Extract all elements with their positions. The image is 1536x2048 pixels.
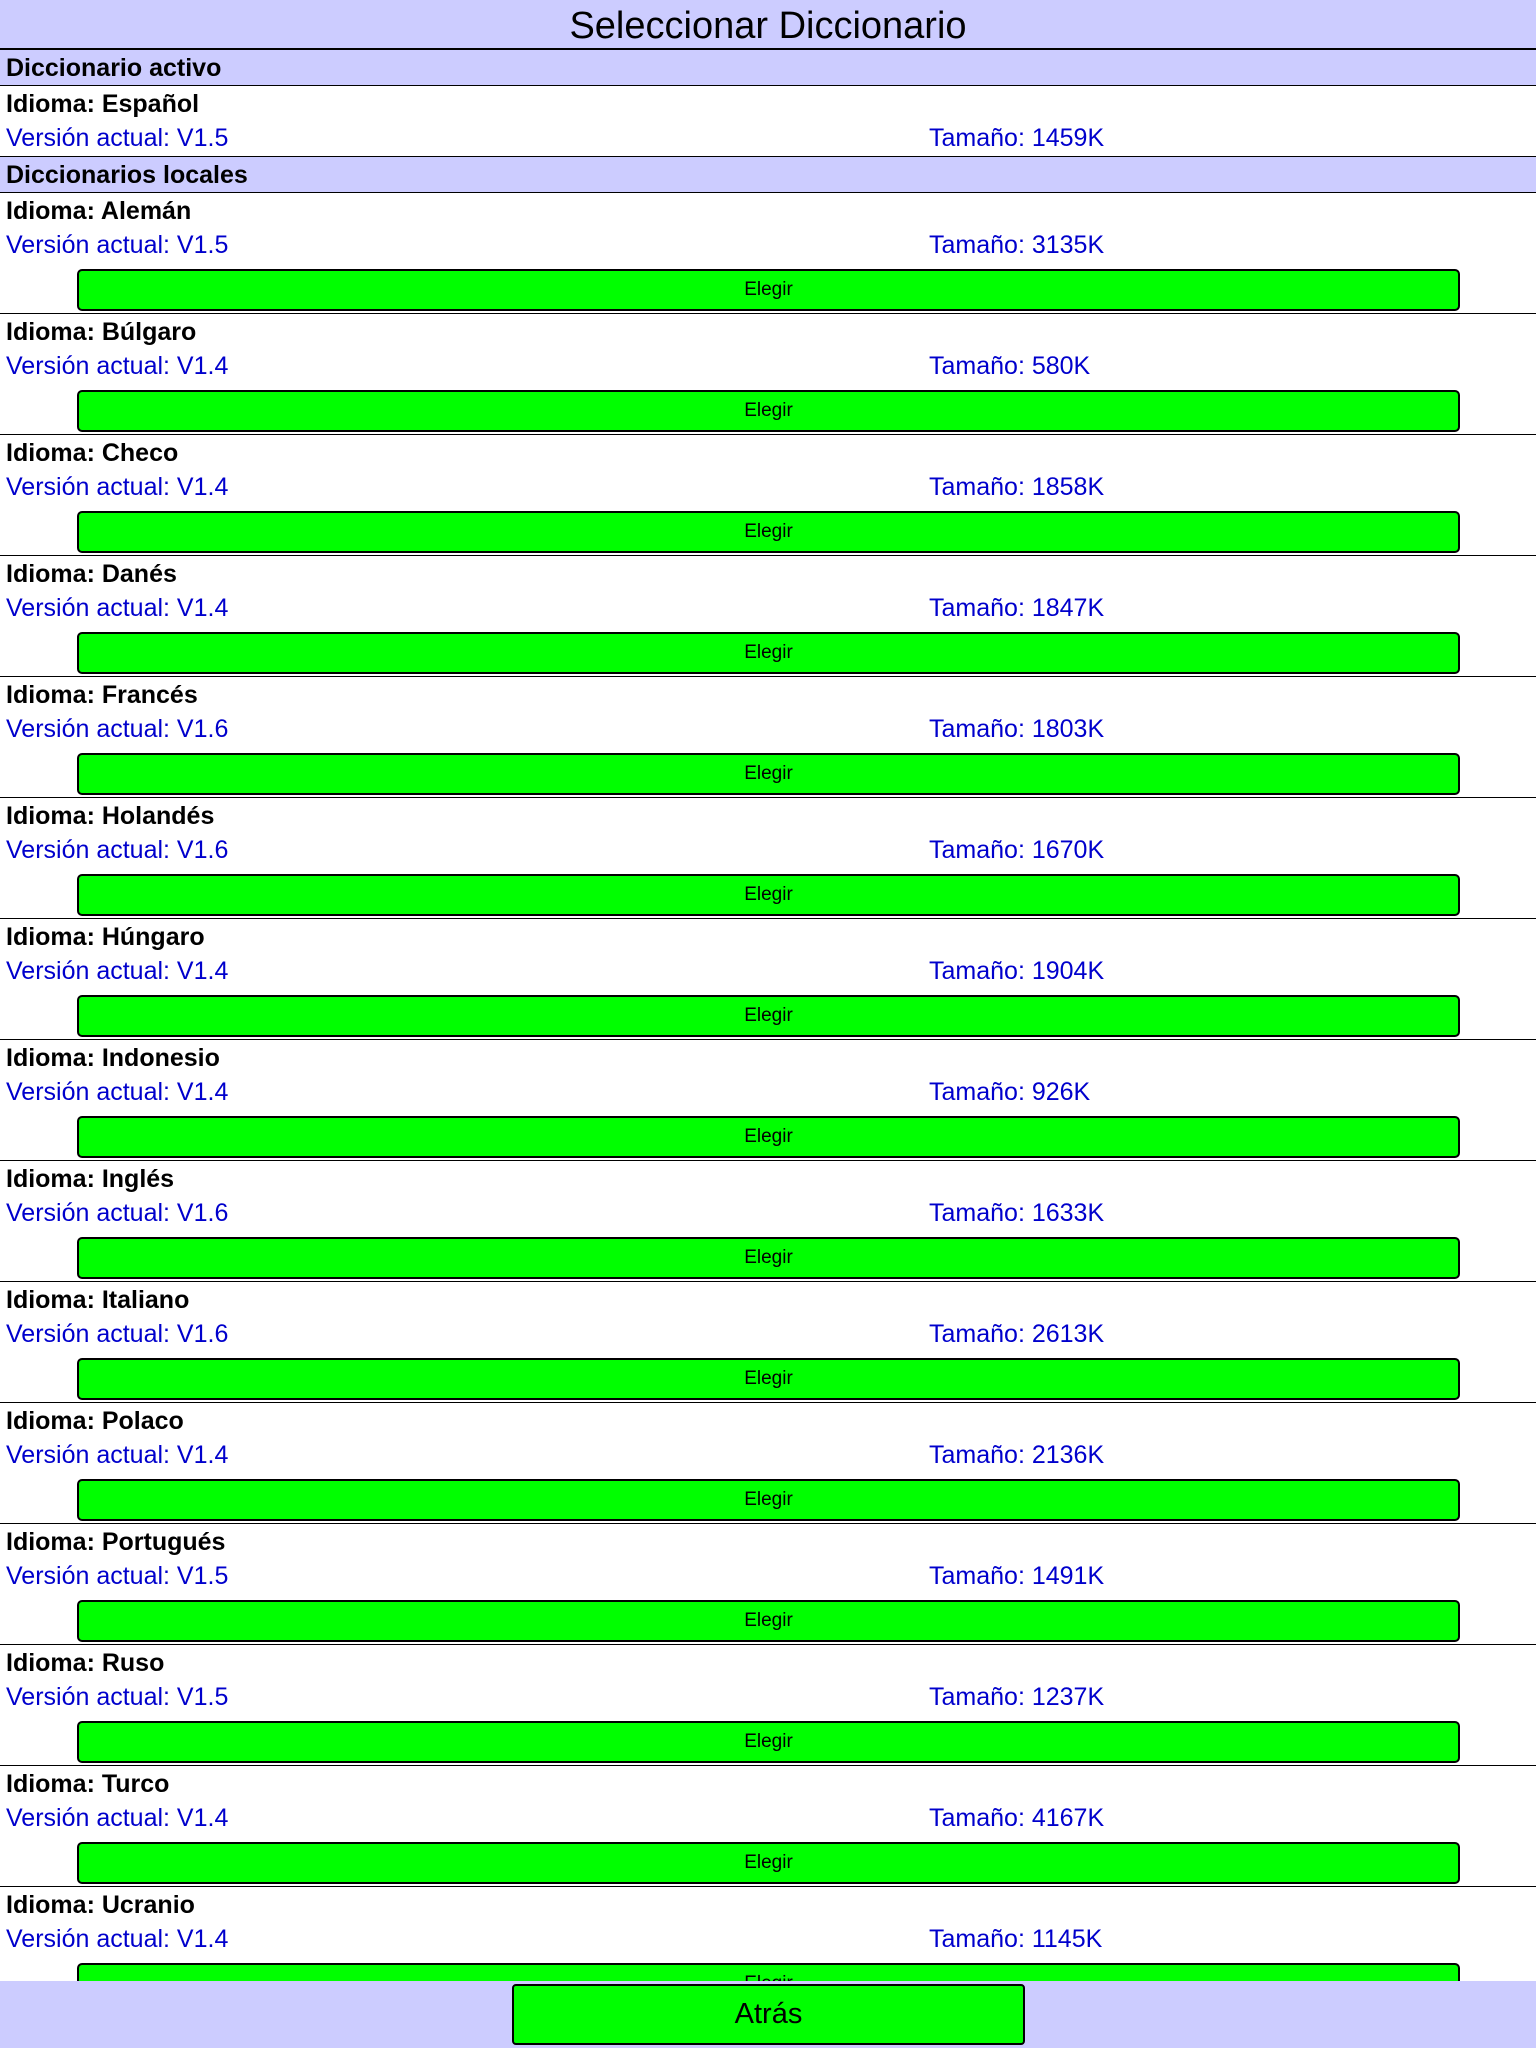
choose-dictionary-button[interactable]: Elegir [77, 1842, 1460, 1884]
dictionary-version: Versión actual: V1.4 [6, 1441, 229, 1469]
local-dictionary-item [0, 1645, 1536, 1766]
local-dictionary-item [0, 556, 1536, 677]
back-button[interactable]: Atrás [512, 1984, 1025, 2045]
dictionary-name: Idioma: Húngaro [6, 923, 205, 951]
dictionary-size: Tamaño: 1803K [929, 715, 1105, 743]
local-dictionary-item [0, 1282, 1536, 1403]
local-dictionary-item [0, 1040, 1536, 1161]
dictionary-name: Idioma: Francés [6, 681, 198, 709]
local-dictionary-item [0, 314, 1536, 435]
dictionary-size: Tamaño: 1847K [929, 594, 1105, 622]
dictionary-name: Idioma: Indonesio [6, 1044, 220, 1072]
dictionary-version: Versión actual: V1.6 [6, 715, 229, 743]
footer-bar [0, 1981, 1536, 2048]
local-dictionary-item [0, 798, 1536, 919]
dictionary-version: Versión actual: V1.4 [6, 594, 229, 622]
dictionary-size: Tamaño: 1670K [929, 836, 1105, 864]
dictionary-version: Versión actual: V1.4 [6, 352, 229, 380]
choose-dictionary-button[interactable]: Elegir [77, 753, 1460, 795]
local-dictionaries-header: Diccionarios locales [0, 157, 1536, 193]
dictionary-name: Idioma: Polaco [6, 1407, 184, 1435]
dictionary-version: Versión actual: V1.5 [6, 1683, 229, 1711]
local-dictionary-item [0, 677, 1536, 798]
local-dictionary-item [0, 435, 1536, 556]
dictionary-list[interactable] [0, 50, 1536, 1981]
dictionary-name: Idioma: Ruso [6, 1649, 165, 1677]
dictionary-size: Tamaño: 3135K [929, 231, 1105, 259]
dictionary-name: Idioma: Portugués [6, 1528, 226, 1556]
dictionary-version: Versión actual: V1.6 [6, 1320, 229, 1348]
dictionary-size: Tamaño: 926K [929, 1078, 1091, 1106]
dictionary-name: Idioma: Checo [6, 439, 179, 467]
dictionary-version: Versión actual: V1.6 [6, 836, 229, 864]
dictionary-version: Versión actual: V1.5 [6, 1562, 229, 1590]
choose-dictionary-button[interactable]: Elegir [77, 1358, 1460, 1400]
dictionary-size: Tamaño: 1491K [929, 1562, 1105, 1590]
local-dictionary-item [0, 1524, 1536, 1645]
choose-dictionary-button[interactable]: Elegir [77, 1600, 1460, 1642]
choose-dictionary-button[interactable]: Elegir [77, 1237, 1460, 1279]
dictionary-name: Idioma: Holandés [6, 802, 215, 830]
dictionary-size: Tamaño: 580K [929, 352, 1091, 380]
dictionary-version: Versión actual: V1.4 [6, 957, 229, 985]
choose-dictionary-button[interactable]: Elegir [77, 269, 1460, 311]
local-dictionary-item [0, 1161, 1536, 1282]
dictionary-name: Idioma: Español [6, 90, 200, 118]
choose-dictionary-button[interactable]: Elegir [77, 1479, 1460, 1521]
dictionary-size: Tamaño: 1858K [929, 473, 1105, 501]
dictionary-size: Tamaño: 1145K [929, 1925, 1103, 1953]
active-dictionary-header: Diccionario activo [0, 50, 1536, 86]
dictionary-size: Tamaño: 1904K [929, 957, 1105, 985]
choose-dictionary-button[interactable]: Elegir [77, 1116, 1460, 1158]
page-title: Seleccionar Diccionario [0, 0, 1536, 50]
dictionary-name: Idioma: Turco [6, 1770, 170, 1798]
dictionary-version: Versión actual: V1.6 [6, 1199, 229, 1227]
dictionary-size: Tamaño: 1237K [929, 1683, 1105, 1711]
dictionary-name: Idioma: Inglés [6, 1165, 175, 1193]
dictionary-version: Versión actual: V1.4 [6, 1925, 229, 1953]
local-dictionary-item [0, 1403, 1536, 1524]
dictionary-size: Tamaño: 2613K [929, 1320, 1105, 1348]
dictionary-size: Tamaño: 1459K [929, 124, 1105, 152]
choose-dictionary-button[interactable]: Elegir [77, 874, 1460, 916]
local-dictionaries-list [0, 193, 1536, 2008]
active-dictionary-item [0, 86, 1536, 157]
dictionary-name: Idioma: Danés [6, 560, 177, 588]
choose-dictionary-button[interactable]: Elegir [77, 1721, 1460, 1763]
local-dictionary-item [0, 193, 1536, 314]
local-dictionary-item [0, 1766, 1536, 1887]
dictionary-size: Tamaño: 2136K [929, 1441, 1105, 1469]
choose-dictionary-button[interactable]: Elegir [77, 995, 1460, 1037]
dictionary-version: Versión actual: V1.4 [6, 1804, 229, 1832]
dictionary-size: Tamaño: 1633K [929, 1199, 1105, 1227]
choose-dictionary-button[interactable]: Elegir [77, 390, 1460, 432]
dictionary-version: Versión actual: V1.5 [6, 231, 229, 259]
dictionary-version: Versión actual: V1.4 [6, 1078, 229, 1106]
dictionary-name: Idioma: Ucranio [6, 1891, 195, 1919]
dictionary-size: Tamaño: 4167K [929, 1804, 1105, 1832]
dictionary-name: Idioma: Italiano [6, 1286, 190, 1314]
dictionary-version: Versión actual: V1.4 [6, 473, 229, 501]
choose-dictionary-button[interactable]: Elegir [77, 632, 1460, 674]
choose-dictionary-button[interactable]: Elegir [77, 511, 1460, 553]
dictionary-version: Versión actual: V1.5 [6, 124, 229, 152]
dictionary-name: Idioma: Alemán [6, 197, 192, 225]
dictionary-name: Idioma: Búlgaro [6, 318, 197, 346]
local-dictionary-item [0, 919, 1536, 1040]
